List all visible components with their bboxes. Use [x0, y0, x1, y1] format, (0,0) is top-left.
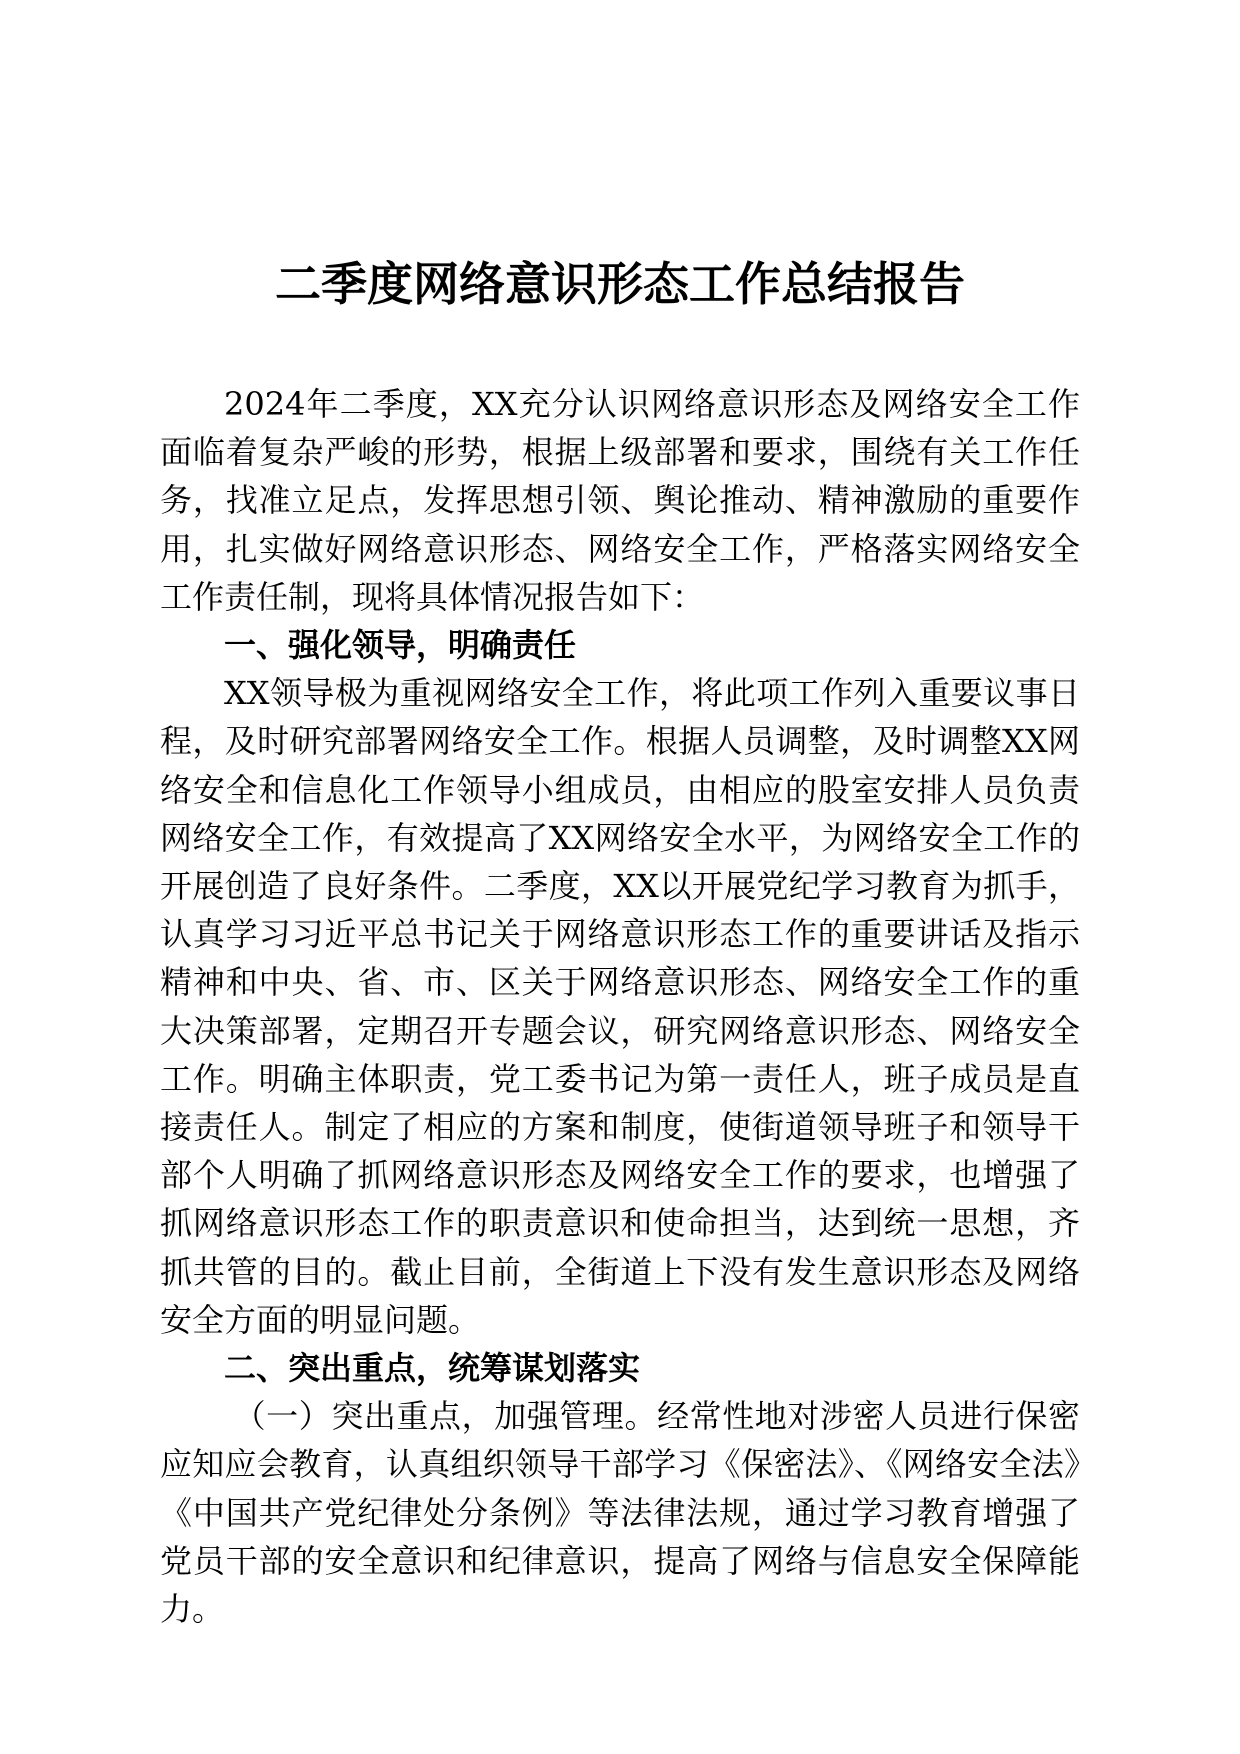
intro-paragraph: 2024年二季度，XX充分认识网络意识形态及网络安全工作面临着复杂严峻的形势，根据上级部署和要求，围绕有关工作任务，找准立足点，发挥思想引领、舆论推动、精神激励的重要作用，扎实做好网络意识形态、网络安全工作，严格落实网络安全工作责任制，现将具体情况报告如下：	[160, 385, 1080, 616]
section-2-heading: 二、突出重点，统筹谋划落实	[224, 1349, 641, 1388]
document-title: 二季度网络意识形态工作总结报告	[275, 257, 965, 311]
section-1-paragraph: XX领导极为重视网络安全工作，将此项工作列入重要议事日程，及时研究部署网络安全工作。根据人员调整，及时调整XX网络安全和信息化工作领导小组成员，由相应的股室安排人员负责网络安全工作，有效提高了XX网络安全水平，为网络安全工作的开展创造了良好条件。二季度，XX以开展党纪学习教育为抓手，认真学习习近平总书记关于网络意识形态工作的重要讲话及指示精神和中央、省、市、区关于网络意识形态、网络安全工作的重大决策部署，定期召开专题会议，研究网络意识形态、网络安全工作。明确主体职责，党工委书记为第一责任人，班子成员是直接责任人。制定了相应的方案和制度，使街道领导班子和领导干部个人明确了抓网络意识形态及网络安全工作的要求，也增强了抓网络意识形态工作的职责意识和使命担当，达到统一思想，齐抓共管的目的。截止目前，全街道上下没有发生意识形态及网络安全方面的明显问题。	[160, 674, 1080, 1339]
document-body	[160, 380, 1080, 1633]
section-1-heading: 一、强化领导，明确责任	[224, 626, 577, 665]
section-2-paragraph: （一）突出重点，加强管理。经常性地对涉密人员进行保密应知应会教育，认真组织领导干部学习《保密法》、《网络安全法》《中国共产党纪律处分条例》等法律法规，通过学习教育增强了党员干部的安全意识和纪律意识，提高了网络与信息安全保障能力。	[160, 1397, 1080, 1629]
